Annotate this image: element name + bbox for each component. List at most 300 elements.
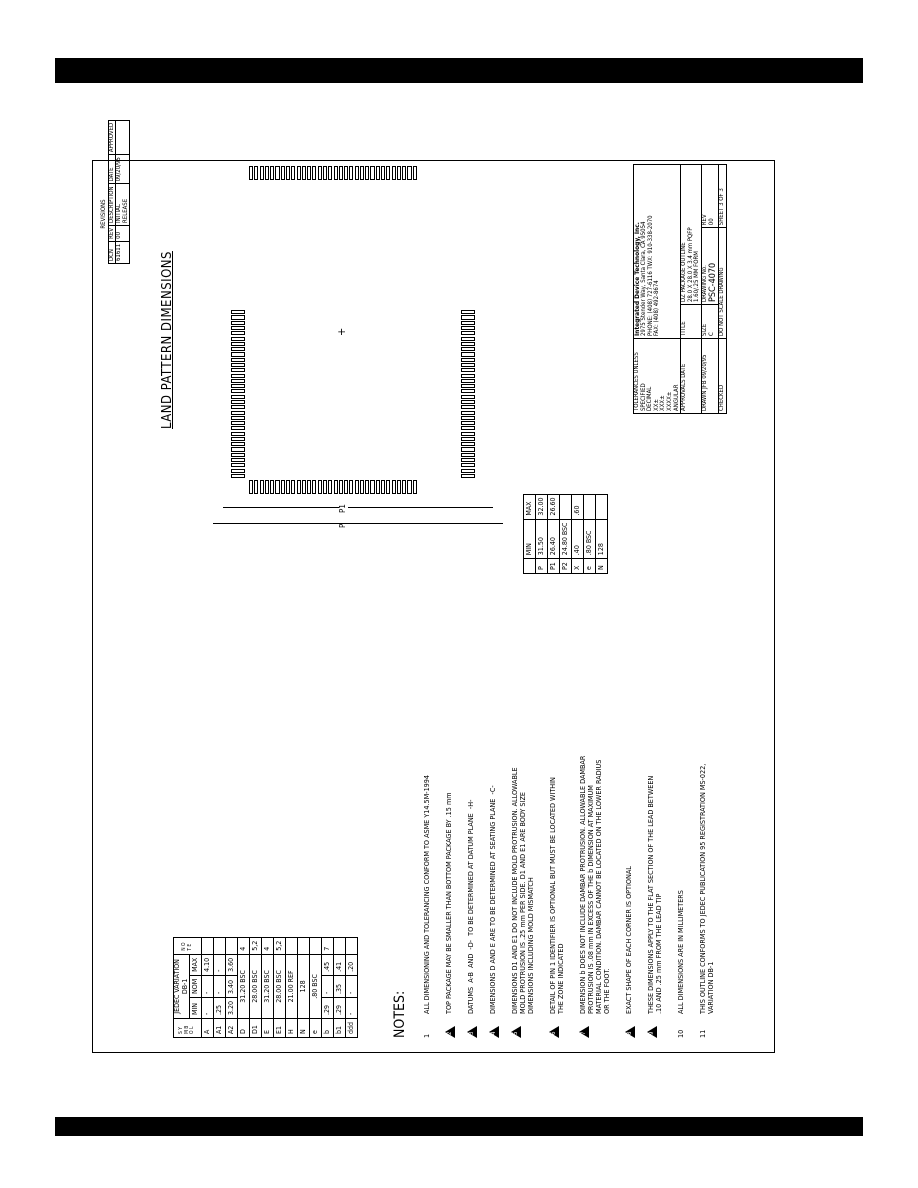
jedec-cell-nom: 21.00 REF <box>286 954 298 1018</box>
jedec-col-nom: NOM <box>190 975 202 997</box>
jedec-symbol-header: S Y M B O L <box>174 1019 202 1038</box>
dim-p1-label: P1 <box>338 504 347 513</box>
jedec-cell-sym: b1 <box>334 1019 346 1038</box>
land-pad <box>231 474 245 478</box>
land-cell: e <box>584 559 596 574</box>
note-text: THESE DIMENSIONS APPLY TO THE FLAT SECTION OF THE LEAD BETWEEN .10 AND .25 mm FROM THE LEAD TIP <box>646 775 663 1014</box>
land-cell: .40 <box>572 519 584 559</box>
tb-decimal: DECIMAL <box>646 386 654 411</box>
note-text: DIMENSIONS D AND E ARE TO BE DETERMINED AT SEATING PLANE -C- <box>488 785 497 1014</box>
land-pad <box>281 480 285 494</box>
land-pad <box>323 480 327 494</box>
land-pad <box>402 166 406 180</box>
land-pad <box>397 480 401 494</box>
land-pad <box>397 166 401 180</box>
land-pad <box>231 347 245 351</box>
note-number: 11 <box>698 1029 707 1038</box>
jedec-cell-max: .41 <box>334 954 346 975</box>
land-pad <box>291 166 295 180</box>
land-pad <box>461 411 475 415</box>
jedec-cell-note: 5,2 <box>250 937 262 954</box>
jedec-col-min: MIN <box>190 997 202 1018</box>
land-pad <box>275 166 279 180</box>
land-pad <box>461 458 475 462</box>
tb-drawn-by: JFB <box>700 380 708 389</box>
tb-title-label: TITLE <box>681 305 702 339</box>
center-cross: + <box>335 327 348 336</box>
land-pattern-drawing <box>193 164 523 528</box>
jedec-row <box>238 937 250 1037</box>
land-pad <box>249 166 253 180</box>
land-pad <box>461 384 475 388</box>
jedec-row <box>274 937 286 1037</box>
jedec-row <box>286 937 298 1037</box>
land-pad <box>260 166 264 180</box>
tb-tol-xxx: XXXX± <box>665 391 673 411</box>
triangle-flag-icon <box>467 1026 477 1038</box>
tb-tol-xx: XXX± <box>659 395 667 411</box>
land-pad <box>270 480 274 494</box>
land-cell: P2 <box>560 559 572 574</box>
notes-list <box>423 558 763 1038</box>
land-pad <box>381 480 385 494</box>
land-pad <box>339 480 343 494</box>
jedec-cell-sym: D <box>238 1019 250 1038</box>
triangle-flag-icon <box>579 1026 589 1038</box>
jedec-row <box>250 937 262 1037</box>
note-flag-icon <box>445 1024 457 1038</box>
jedec-cell-sym: N <box>298 1019 310 1038</box>
land-pad <box>461 432 475 436</box>
tb-address2: PHONE: (408) 727-6116 TWX: 910-338-2070 <box>646 215 654 336</box>
land-pad <box>461 389 475 393</box>
jedec-cell-sym: A <box>202 1019 214 1038</box>
jedec-cell-sym: ddd <box>346 1019 358 1038</box>
flag-number: 5 <box>512 1031 519 1035</box>
pads-left-column <box>249 480 417 494</box>
jedec-cell-min: 3.20 <box>226 997 238 1018</box>
land-pad <box>302 480 306 494</box>
land-pad <box>461 395 475 399</box>
dim-p-line <box>213 523 503 524</box>
land-pad <box>334 480 338 494</box>
jedec-cell-nom: .35 <box>334 975 346 997</box>
land-pad <box>386 480 390 494</box>
land-pad <box>461 405 475 409</box>
land-pad <box>461 426 475 430</box>
jedec-row <box>322 937 334 1037</box>
triangle-flag-icon <box>549 1026 559 1038</box>
land-pad <box>461 400 475 404</box>
land-pad <box>231 321 245 325</box>
jedec-cell-sym: b <box>322 1019 334 1038</box>
land-pad <box>461 368 475 372</box>
tb-drawn-cell <box>701 339 718 414</box>
jedec-cell-note <box>214 937 226 954</box>
land-th-2: MAX <box>524 494 536 519</box>
jedec-cell-nom: - <box>346 975 358 997</box>
note-text: DETAIL OF PIN 1 IDENTIFIER IS OPTIONAL BUT MUST BE LOCATED WITHIN THE ZONE INDICATED <box>548 777 565 1014</box>
jedec-cell-min: - <box>346 997 358 1018</box>
jedec-row <box>202 937 214 1037</box>
revisions-table <box>108 120 131 264</box>
land-pad <box>286 166 290 180</box>
land-pad <box>344 480 348 494</box>
land-cell: 26.60 <box>548 494 560 519</box>
triangle-flag-icon <box>511 1026 521 1038</box>
tb-address1: 2975 Stender Way, Santa Clara, CA 95054 <box>640 221 648 336</box>
top-black-bar <box>55 58 863 83</box>
land-pad <box>461 321 475 325</box>
land-pad <box>231 389 245 393</box>
land-pad <box>297 166 301 180</box>
jedec-cell-nom: 31.20 BSC <box>238 954 250 1018</box>
tb-address3: FAX: (408) 492-8674 <box>653 280 661 336</box>
jedec-cell-note <box>202 937 214 954</box>
flag-number: 3 <box>468 1031 475 1035</box>
land-cell: 26.40 <box>548 519 560 559</box>
land-pad <box>231 310 245 314</box>
land-pad <box>413 166 417 180</box>
land-pad <box>291 480 295 494</box>
land-pad <box>249 480 253 494</box>
note-text: THIS OUTLINE CONFORMS TO JEDEC PUBLICATION 95 REGISTRATION MS-022, VARIATION DB-1 <box>698 763 715 1014</box>
jedec-cell-note: 4 <box>238 937 250 954</box>
jedec-cell-note <box>346 937 358 954</box>
note-text: DATUMS A-B AND -D- TO BE DETERMINED AT DATUM PLANE -H- <box>466 799 475 1014</box>
land-pad <box>370 166 374 180</box>
land-pad <box>297 480 301 494</box>
note-text: ALL DIMENSIONING AND TOLERANCING CONFORM TO ASME Y14.5M-1994 <box>422 774 431 1014</box>
land-cell: P1 <box>548 559 560 574</box>
pads-top-row <box>231 310 245 478</box>
land-pad <box>231 395 245 399</box>
jedec-cell-nom: .80 BSC <box>310 954 322 1018</box>
jedec-title-text: JEDEC VARIATION <box>173 959 181 1014</box>
rev-dcn: 61611 <box>116 241 130 263</box>
land-pad <box>461 352 475 356</box>
land-pad <box>360 166 364 180</box>
tb-title-line3: 1.60/.25 MM FORM <box>693 251 701 302</box>
land-pad <box>402 480 406 494</box>
land-pad <box>260 480 264 494</box>
tb-drawing-no-label: DRAWING No. <box>700 265 708 302</box>
land-cell: 32.00 <box>536 494 548 519</box>
tb-drawing-no-cell <box>701 228 718 305</box>
land-pad <box>461 448 475 452</box>
land-pad <box>231 379 245 383</box>
tb-rev-label: REV <box>700 214 708 226</box>
land-pad <box>231 426 245 430</box>
jedec-row <box>334 937 346 1037</box>
jedec-row <box>262 937 274 1037</box>
jedec-cell-sym: A1 <box>214 1019 226 1038</box>
jedec-cell-sym: A2 <box>226 1019 238 1038</box>
tb-company: Integrated Device Technology, Inc. <box>633 222 641 336</box>
land-pad <box>270 166 274 180</box>
land-pad <box>307 480 311 494</box>
triangle-flag-icon <box>489 1026 499 1038</box>
jedec-rows <box>202 937 358 1037</box>
jedec-cell-max: .45 <box>322 954 334 975</box>
tb-approvals-cell <box>681 339 702 414</box>
jedec-cell-note <box>334 937 346 954</box>
jedec-cell-note: 4 <box>262 937 274 954</box>
flag-number: 2 <box>446 1031 453 1035</box>
dim-p-label: P <box>338 523 347 528</box>
rev-header-rev: REV <box>108 225 116 241</box>
note-text: EXACT SHAPE OF EACH CORNER IS OPTIONAL <box>624 866 633 1014</box>
jedec-row <box>310 937 322 1037</box>
land-pad <box>231 421 245 425</box>
tb-size-label: SIZE <box>700 323 708 336</box>
land-pad <box>407 480 411 494</box>
land-pad <box>323 166 327 180</box>
land-pad <box>231 374 245 378</box>
jedec-cell-sym: e <box>310 1019 322 1038</box>
land-pad <box>413 480 417 494</box>
land-pattern-title: LAND PATTERN DIMENSIONS <box>160 251 175 429</box>
land-pad <box>461 326 475 330</box>
tb-tol-x: XX± <box>652 399 660 411</box>
land-pad <box>286 480 290 494</box>
jedec-cell-sym: D1 <box>250 1019 262 1038</box>
land-pad <box>407 166 411 180</box>
jedec-variation-name: DB-1 <box>180 978 189 995</box>
tb-rev-cell <box>701 165 718 228</box>
jedec-cell-nom: 31.20 BSC <box>262 954 274 1018</box>
tb-tolerances <box>634 339 681 414</box>
land-pad <box>231 352 245 356</box>
land-pad <box>231 315 245 319</box>
note-text: DIMENSION b DOES NOT INCLUDE DAMBAR PROTRUSION. ALLOWABLE DAMBAR PROTRUSION IS .08 mm IN EXCESS OF THE b DIMENSION AT MAXIMUM MATERIAL CONDITION. DAMBAR CANNOT BE LOCATED ON THE LOWER RADIUS OR THE FOOT. <box>578 755 611 1014</box>
note-number: 10 <box>676 1029 685 1038</box>
land-cell: X <box>572 559 584 574</box>
land-pad <box>231 437 245 441</box>
land-pad <box>392 166 396 180</box>
rev-approved <box>116 120 130 154</box>
land-pad <box>275 480 279 494</box>
rev-header-approved: APPROVED <box>108 120 116 154</box>
jedec-cell-note <box>298 937 310 954</box>
land-cell: N <box>596 559 608 574</box>
jedec-row <box>226 937 238 1037</box>
jedec-cell-sym: E1 <box>274 1019 286 1038</box>
tb-size: C <box>707 332 715 336</box>
land-pad <box>461 347 475 351</box>
land-pad <box>349 480 353 494</box>
land-pad <box>231 400 245 404</box>
land-cell: 24.80 BSC <box>560 519 572 559</box>
land-pad <box>302 166 306 180</box>
land-pad <box>461 358 475 362</box>
land-th-1: MIN <box>524 519 536 559</box>
tb-drawn-date: 09/20/95 <box>700 354 708 379</box>
land-pad <box>365 480 369 494</box>
land-cell <box>596 494 608 519</box>
dim-p1-line <box>223 507 493 508</box>
tb-do-not-scale: DO NOT SCALE DRAWING <box>719 228 727 339</box>
flag-number: 8 <box>626 1031 633 1035</box>
tb-approvals: APPROVALS <box>680 379 688 411</box>
land-pad <box>386 166 390 180</box>
land-pad <box>461 474 475 478</box>
land-pad <box>328 166 332 180</box>
land-pad <box>265 166 269 180</box>
revisions-block <box>100 122 130 264</box>
tb-title-cell <box>681 165 702 305</box>
land-pad <box>376 480 380 494</box>
jedec-cell-nom: 28.00 BSC <box>274 954 286 1018</box>
tb-company-cell <box>634 165 681 339</box>
tb-checked: CHECKED <box>719 339 727 414</box>
land-pad <box>231 358 245 362</box>
tb-tolerances-label: TOLERANCES UNLESS SPECIFIED <box>633 352 647 411</box>
land-pad <box>312 166 316 180</box>
jedec-title <box>174 954 190 1018</box>
tb-drawing-no: PSC-4070 <box>707 262 718 302</box>
jedec-cell-nom: - <box>214 975 226 997</box>
land-pad <box>392 480 396 494</box>
land-pad <box>254 166 258 180</box>
land-pad <box>355 166 359 180</box>
jedec-cell-note: 5,2 <box>274 937 286 954</box>
jedec-cell-min: .29 <box>334 997 346 1018</box>
jedec-cell-max: .20 <box>346 954 358 975</box>
land-pad <box>349 166 353 180</box>
jedec-cell-nom: - <box>322 975 334 997</box>
triangle-flag-icon <box>625 1026 635 1038</box>
note-flag-icon <box>579 1024 591 1038</box>
rev-desc: INITIAL RELEASE <box>116 184 130 226</box>
note-flag-icon <box>467 1024 479 1038</box>
jedec-cell-note <box>226 937 238 954</box>
rev-header-dcn: DCN <box>108 241 116 263</box>
jedec-cell-nom: 128 <box>298 954 310 1018</box>
rotated-drawing-sheet <box>93 122 776 1054</box>
land-pad <box>355 480 359 494</box>
land-pad <box>231 416 245 420</box>
tb-angular: ANGULAR <box>672 384 680 411</box>
rev-date: 09/20/95 <box>116 155 130 184</box>
land-pad <box>461 331 475 335</box>
note-flag-icon <box>647 1024 659 1038</box>
land-pad <box>381 166 385 180</box>
land-pad <box>344 166 348 180</box>
jedec-cell-note <box>286 937 298 954</box>
land-pad <box>370 480 374 494</box>
triangle-flag-icon <box>445 1026 455 1038</box>
land-pad <box>231 368 245 372</box>
title-block <box>633 164 773 414</box>
land-pad <box>231 463 245 467</box>
land-pad <box>461 453 475 457</box>
jedec-cell-note <box>310 937 322 954</box>
land-pad <box>365 166 369 180</box>
jedec-cell-note: 7 <box>322 937 334 954</box>
notes-title: NOTES: <box>392 990 408 1038</box>
land-pad <box>461 469 475 473</box>
land-pad <box>231 331 245 335</box>
land-cell <box>560 494 572 519</box>
land-pad <box>461 310 475 314</box>
tb-size-cell <box>701 305 718 339</box>
land-pad <box>461 379 475 383</box>
jedec-cell-min: .29 <box>322 997 334 1018</box>
tb-sheet: SHEET 3 OF 3 <box>719 165 727 228</box>
land-pad <box>461 421 475 425</box>
land-pad <box>254 480 258 494</box>
land-cell: 31.50 <box>536 519 548 559</box>
rev-header-date: DATE <box>108 155 116 184</box>
land-pad <box>231 453 245 457</box>
land-pad <box>318 480 322 494</box>
jedec-cell-nom: - <box>202 975 214 997</box>
land-pad <box>231 337 245 341</box>
jedec-cell-nom: 28.00 BSC <box>250 954 262 1018</box>
drawing-frame <box>92 122 775 1053</box>
jedec-row <box>346 937 358 1037</box>
land-pad <box>231 342 245 346</box>
land-pad <box>339 166 343 180</box>
land-pad <box>231 411 245 415</box>
land-pad <box>231 442 245 446</box>
jedec-row <box>214 937 226 1037</box>
land-pad <box>461 315 475 319</box>
tb-title-line2: 28.0 X 28.0 X 3.4 mm PQFP <box>686 227 694 302</box>
land-pad <box>461 374 475 378</box>
land-pad <box>312 480 316 494</box>
land-pad <box>307 166 311 180</box>
land-pad <box>318 166 322 180</box>
tb-title-line1: DZ PACKAGE OUTLINE <box>680 242 688 302</box>
pads-bottom-row <box>461 310 475 478</box>
note-flag-icon <box>511 1024 523 1038</box>
land-pad <box>265 480 269 494</box>
jedec-variation-table <box>173 937 358 1038</box>
land-cell: P <box>536 559 548 574</box>
pads-right-column <box>249 166 417 180</box>
land-pad <box>328 480 332 494</box>
title-block-table <box>633 164 727 414</box>
land-pad <box>231 432 245 436</box>
flag-number: 9 <box>648 1031 655 1035</box>
jedec-cell-min: .25 <box>214 997 226 1018</box>
jedec-row <box>298 937 310 1037</box>
note-text: DIMENSIONS D1 AND E1 DO NOT INCLUDE MOLD PROTRUSION. ALLOWABLE MOLD PROTRUSION IS .25 mm PER SIDE. D1 AND E1 ARE BODY SIZE DIMENSIONS INCLUDING MOLD MISMATCH <box>510 767 535 1014</box>
jedec-cell-max: 3.60 <box>226 954 238 975</box>
land-pad <box>231 448 245 452</box>
flag-number: 4 <box>490 1031 497 1035</box>
land-pad <box>231 458 245 462</box>
note-text: TOP PACKAGE MAY BE SMALLER THAN BOTTOM PACKAGE BY .15 mm <box>444 792 453 1014</box>
jedec-cell-min: - <box>202 997 214 1018</box>
note-text: ALL DIMENSIONS ARE IN MILLIMETERS <box>676 890 685 1014</box>
land-cell: 128 <box>596 519 608 559</box>
land-pad <box>334 166 338 180</box>
land-pad <box>231 405 245 409</box>
note-flag-icon <box>625 1024 637 1038</box>
land-pad <box>461 416 475 420</box>
land-pad <box>360 480 364 494</box>
land-pad <box>461 442 475 446</box>
land-pad <box>231 326 245 330</box>
tb-rev: 00 <box>707 218 715 226</box>
land-pad <box>231 384 245 388</box>
revisions-title: REVISIONS <box>100 199 107 229</box>
jedec-cell-sym: E <box>262 1019 274 1038</box>
land-pad <box>231 363 245 367</box>
